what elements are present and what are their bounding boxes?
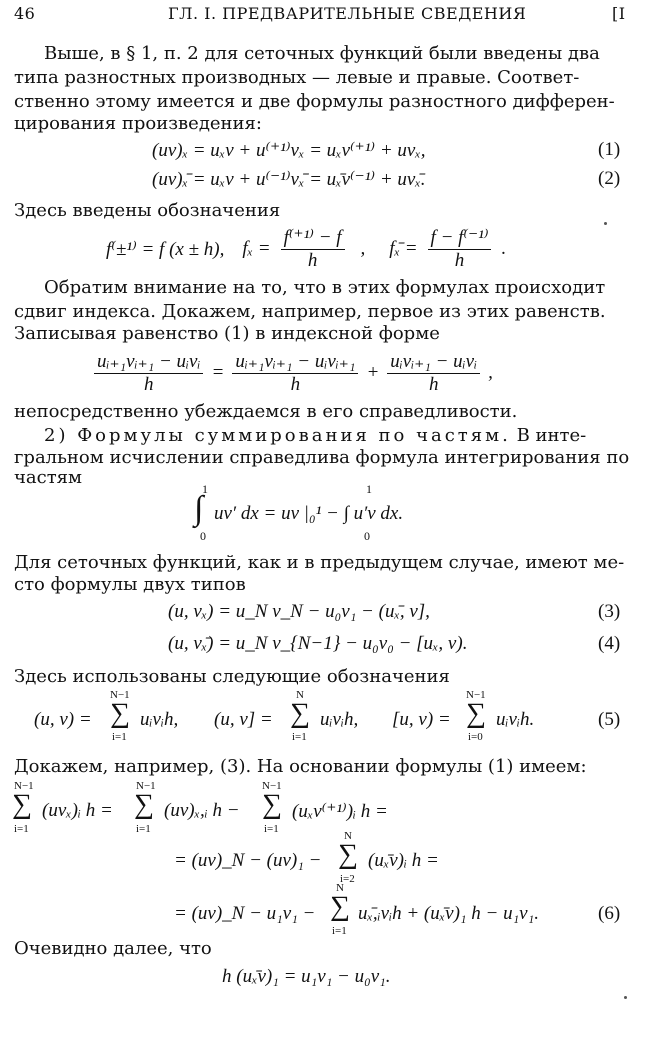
eq5-a-sigma: ∑: [110, 698, 130, 729]
grid-para-line-1: Для сеточных функций, как и в предыдущем случае, имеют ме-: [14, 552, 625, 573]
index-lhs-fraction: [94, 350, 203, 396]
fx-fraction: [281, 226, 345, 272]
proof-l1-sigma: ∑: [12, 789, 32, 820]
f-shift-definition: f⁽±¹⁾ = f (x ± h),: [106, 238, 225, 260]
sum-parts-line-3: частям: [14, 467, 83, 488]
proof-l1-lower-2: i=1: [136, 823, 151, 835]
notation-equation: f⁽±¹⁾ = f (x ± h), fₓ = $\frac{\text{f⁽⁺¹⁾ − f}}{h}$ , fₓ̄ = $\frac{\text{f − f⁽⁻¹⁾}}{h}$ .: [106, 227, 507, 271]
running-head-title: ГЛ. I. ПРЕДВАРИТЕЛЬНЫЕ СВЕДЕНИЯ: [168, 4, 527, 23]
proof-l3-upper: N: [336, 882, 344, 894]
proof-l3-term-a: = (uv)_N − u₁v₁ −: [174, 903, 316, 924]
proof-l2-term-b: (uₓ̄v)ᵢ h =: [368, 850, 439, 871]
proof-l3-sigma: ∑: [330, 891, 350, 922]
proof-l1-upper-3: N−1: [262, 780, 282, 792]
proof-l1-lower: i=1: [14, 823, 29, 835]
equation-2: (uv)ₓ̄ = uₓv + u⁽⁻¹⁾vₓ̄ = uₓ̄v⁽⁻¹⁾ + uvₓ̄.: [152, 169, 426, 190]
print-speck: [604, 222, 607, 225]
fxbar-fraction: [428, 226, 492, 272]
fxbar-label: fₓ̄ =: [389, 238, 418, 259]
final-equation: h (uₓ̄v)₁ = u₁v₁ − u₀v₁.: [222, 966, 391, 987]
fx-label: fₓ =: [242, 238, 271, 259]
shift-para-line-1: Обратим внимание на то, что в этих формулах происходит: [44, 277, 606, 298]
proof-l1-sigma-3: ∑: [262, 789, 282, 820]
obvious-line: Очевидно далее, что: [14, 938, 212, 959]
index-equals: =: [211, 362, 225, 383]
proof-l1-term-a: (uvₓ)ᵢ h =: [42, 800, 113, 821]
equation-1: (uv)ₓ = uₓv + u⁽⁺¹⁾vₓ = uₓv⁽⁺¹⁾ + uvₓ,: [152, 140, 426, 161]
fxbar-numerator: f − f⁽⁻¹⁾: [428, 226, 492, 250]
page-number: 46: [14, 4, 36, 23]
intro-line-3: ственно этому имеется и две формулы разностного дифферен-: [14, 91, 615, 112]
print-speck-2: [624, 996, 627, 999]
section-mark: [I: [612, 4, 626, 23]
equation-6-number: (6): [598, 903, 621, 924]
proof-l1-sigma-2: ∑: [134, 789, 154, 820]
index-mid-numerator: uᵢ₊₁vᵢ₊₁ − uᵢvᵢ₊₁: [232, 350, 358, 374]
proof-l2-term-a: = (uv)_N − (uv)₁ −: [174, 850, 322, 871]
index-rhs-fraction: [387, 350, 480, 396]
eq5-c-lhs: [u, v) =: [392, 709, 451, 730]
index-rhs-denominator: h: [428, 374, 439, 395]
verify-line: непосредственно убеждаемся в его справедливости.: [14, 401, 518, 422]
fx-denominator: h: [307, 250, 318, 271]
proof-l1-upper-2: N−1: [136, 780, 156, 792]
eq5-c-term: uᵢvᵢh.: [496, 709, 535, 730]
equation-5-number: (5): [598, 709, 621, 730]
used-notation-line: Здесь использованы следующие обозначения: [14, 666, 450, 687]
shift-para-line-3: Записывая равенство (1) в индексной форме: [14, 323, 440, 344]
proof-l1-upper: N−1: [14, 780, 34, 792]
integral-lower-limit-2: 0: [364, 529, 370, 543]
integral-sign: ∫: [194, 490, 204, 527]
index-form-equation: [94, 350, 493, 396]
index-mid-fraction: [232, 350, 358, 396]
proof-l2-lower: i=2: [340, 873, 355, 885]
intro-line-2: типа разностных производных — левые и правые. Соответ-: [14, 67, 580, 88]
sum-parts-heading: 2) Формулы суммирования по частям.: [44, 425, 511, 446]
notation-intro: Здесь введены обозначения: [14, 200, 281, 221]
proof-l1-lower-3: i=1: [264, 823, 279, 835]
intro-line-1: Выше, в § 1, п. 2 для сеточных функций были введены два: [44, 43, 600, 64]
proof-l1-term-c: (uₓv⁽⁺¹⁾)ᵢ h =: [292, 801, 388, 822]
eq5-a-term: uᵢvᵢh,: [140, 709, 179, 730]
sum-parts-line-1: [44, 426, 586, 446]
eq5-b-term: uᵢvᵢh,: [320, 709, 359, 730]
equation-3: (u, vₓ) = u_N v_N − u₀v₁ − (uₓ̄, v],: [168, 601, 430, 622]
equation-1-number: (1): [598, 139, 621, 160]
shift-para-line-2: сдвиг индекса. Докажем, например, первое из этих равенств.: [14, 301, 606, 322]
intro-line-4: цирования произведения:: [14, 113, 262, 134]
integral-upper-limit: 1: [202, 482, 208, 496]
equation-4: (u, vₓ̄) = u_N v_{N−1} − u₀v₀ − [uₓ, v).: [168, 633, 468, 654]
index-lhs-numerator: uᵢ₊₁vᵢ₊₁ − uᵢvᵢ: [94, 350, 203, 374]
integral-lower-limit: 0: [200, 529, 206, 543]
proof-l1-term-b: (uv)ₓ,ᵢ h −: [164, 800, 240, 821]
proof-l3-term-b: uₓ̄,ᵢvᵢh + (uₓ̄v)₁ h − u₁v₁.: [358, 903, 539, 924]
equation-4-number: (4): [598, 633, 621, 654]
eq5-c-lower: i=0: [468, 731, 483, 743]
proof-l2-upper: N: [344, 830, 352, 842]
index-comma: ,: [488, 362, 493, 383]
fx-numerator: f⁽⁺¹⁾ − f: [281, 226, 345, 250]
grid-para-line-2: сто формулы двух типов: [14, 574, 246, 595]
proof-l3-lower: i=1: [332, 925, 347, 937]
eq5-a-upper: N−1: [110, 689, 130, 701]
eq5-b-lhs: (u, v] =: [214, 709, 273, 730]
proof-l2-sigma: ∑: [338, 839, 358, 870]
integral-upper-limit-2: 1: [366, 482, 372, 496]
equation-2-number: (2): [598, 168, 621, 189]
eq5-b-lower: i=1: [292, 731, 307, 743]
index-mid-denominator: h: [290, 374, 301, 395]
eq5-b-upper: N: [296, 689, 304, 701]
index-rhs-numerator: uᵢvᵢ₊₁ − uᵢvᵢ: [387, 350, 480, 374]
eq5-c-upper: N−1: [466, 689, 486, 701]
index-plus: +: [366, 362, 380, 383]
eq5-a-lhs: (u, v) =: [34, 709, 92, 730]
sum-parts-line-2: гральном исчислении справедлива формула интегрирования по: [14, 447, 630, 468]
eq5-a-lower: i=1: [112, 731, 127, 743]
fxbar-denominator: h: [454, 250, 465, 271]
index-lhs-denominator: h: [143, 374, 154, 395]
sum-parts-text-start: В инте-: [516, 425, 587, 446]
integral-body: uv′ dx = uv |₀¹ − ∫ u′v dx.: [214, 503, 404, 524]
eq5-b-sigma: ∑: [290, 698, 310, 729]
equation-3-number: (3): [598, 601, 621, 622]
proof-intro-line: Докажем, например, (3). На основании формулы (1) имеем:: [14, 756, 587, 777]
eq5-c-sigma: ∑: [466, 698, 486, 729]
